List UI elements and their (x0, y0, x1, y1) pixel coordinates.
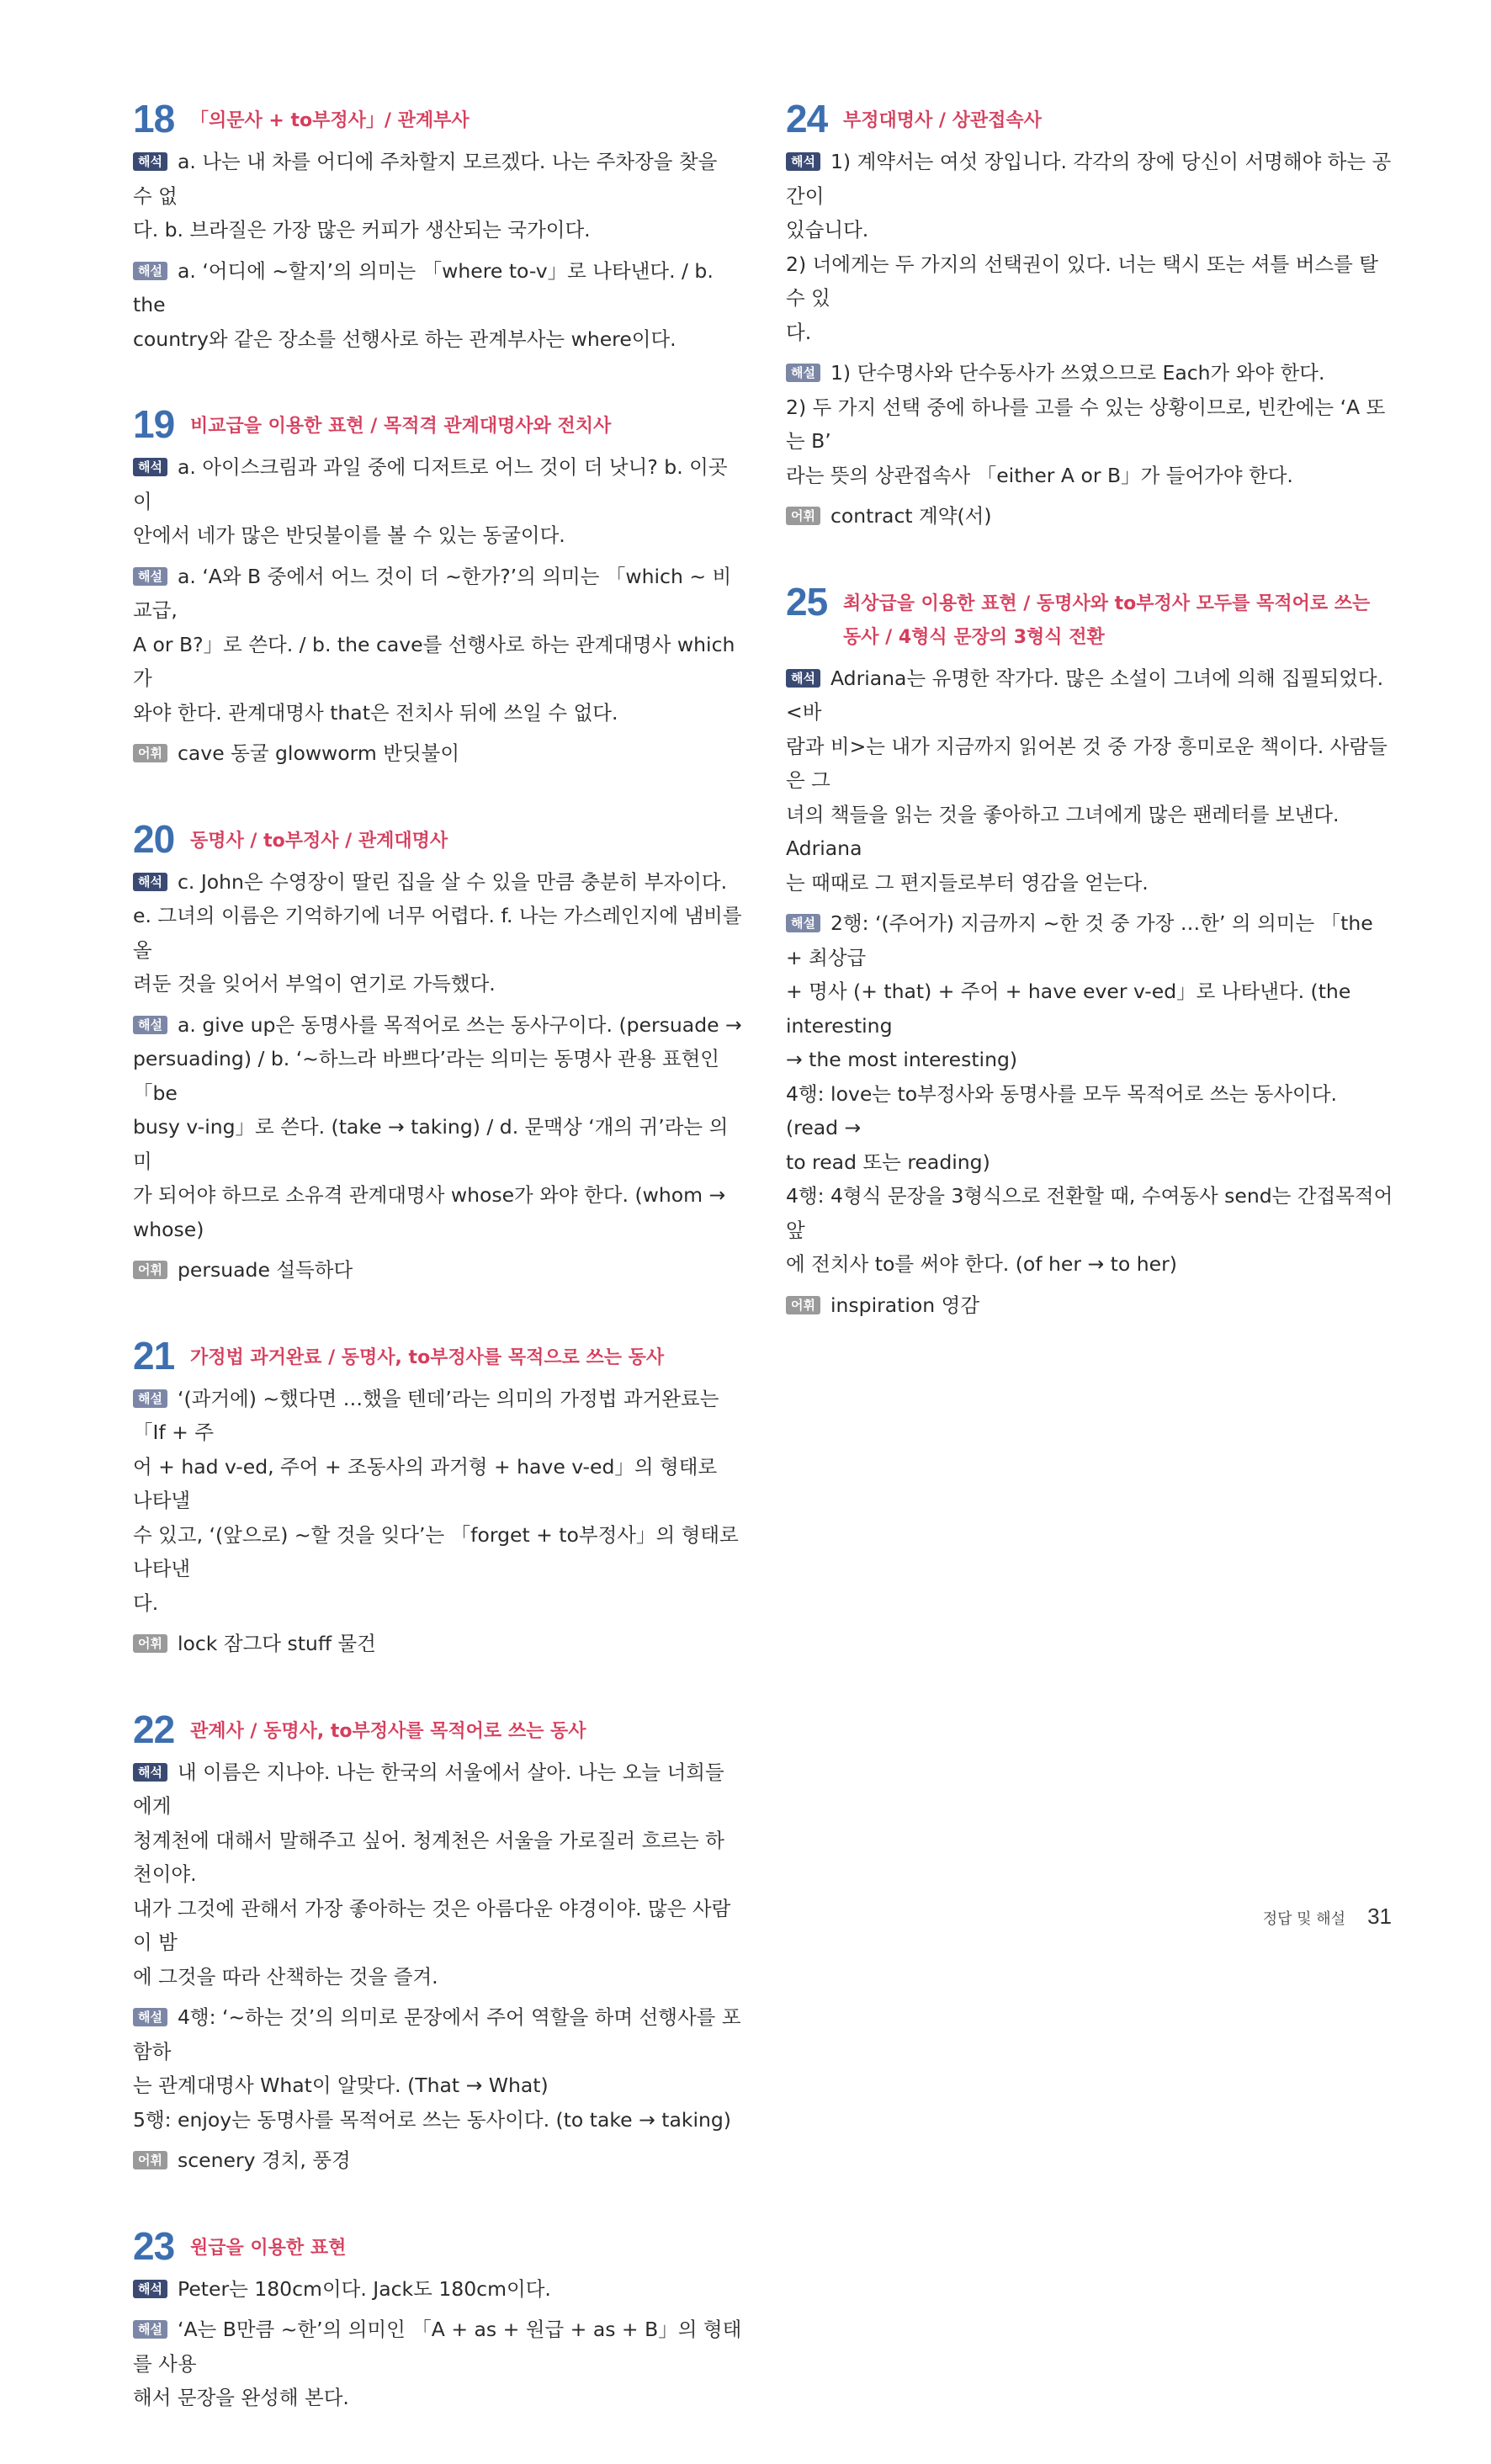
text-line: A or B?」로 쓴다. / b. the cave를 선행사로 하는 관계대명사 which가 (133, 632, 735, 690)
answer-badge: 해석 (133, 458, 167, 476)
explanation-block (786, 356, 1395, 492)
text-line (133, 1755, 742, 1824)
answer-block (133, 1755, 742, 1994)
text-line: country와 같은 장소를 선행사로 하는 관계부사는 where이다. (133, 327, 677, 351)
section-21 (133, 1333, 742, 1661)
vocab-badge: 어휘 (133, 744, 167, 762)
vocab-block (133, 1253, 742, 1288)
text-line (133, 1008, 742, 1043)
page-number: 31 (1367, 1904, 1392, 1929)
section-title: 동명사 / to부정사 / 관계대명사 (190, 830, 448, 852)
section-25 (786, 579, 1395, 1323)
text-line (786, 661, 1395, 730)
text-line: persuading) / b. ‘~하느라 바쁘다’라는 의미는 동명사 관용 표현인 「be (133, 1047, 720, 1105)
text-line (133, 1253, 742, 1288)
answer-block (133, 2272, 742, 2307)
text-line-content: scenery 경치, 풍경 (177, 2148, 351, 2172)
section-18 (133, 99, 742, 356)
section-title: 관계사 / 동명사, to부정사를 목적어로 쓰는 동사 (190, 1720, 586, 1742)
text-line: 가 되어야 하므로 소유격 관계대명사 whose가 와야 한다. (whom → (133, 1183, 726, 1207)
text-line: 와야 한다. 관계대명사 that은 전치사 뒤에 쓰일 수 없다. (133, 700, 618, 725)
section-number: 22 (133, 1707, 175, 1751)
text-line: 수 있고, ‘(앞으로) ~할 것을 잊다’는 「forget + to부정사」의 형태로 나타낸 (133, 1522, 739, 1580)
text-line: 는 때때로 그 편지들로부터 영감을 얻는다. (786, 870, 1149, 895)
text-line: 다. b. 브라질은 가장 많은 커피가 생산되는 국가이다. (133, 218, 591, 242)
text-line (133, 736, 742, 771)
text-line: 람과 비>는 내가 지금까지 읽어본 것 중 가장 흥미로운 책이다. 사람들은 그 (786, 734, 1388, 792)
explanation-block (133, 2000, 742, 2137)
section-title: 원급을 이용한 표현 (190, 2237, 347, 2259)
page-footer (1263, 1904, 1392, 1930)
text-line-content: contract 계약(서) (830, 504, 992, 528)
answer-block (133, 865, 742, 1001)
section-19 (133, 402, 742, 771)
vocab-block (133, 2143, 742, 2178)
section-title: 비교급을 이용한 표현 / 목적격 관계대명사와 전치사 (190, 416, 612, 437)
footer-label: 정답 및 해설 (1262, 1910, 1346, 1928)
text-line-content: 1) 계약서는 여섯 장입니다. 각각의 장에 당신이 서명해야 하는 공간이 (786, 150, 1392, 208)
section-number: 18 (133, 97, 175, 141)
text-line-content: inspiration 영감 (830, 1293, 980, 1317)
vocab-badge: 어휘 (133, 1634, 167, 1653)
text-line: to read 또는 reading) (786, 1150, 990, 1174)
text-line (133, 865, 742, 900)
text-line: 5행: enjoy는 동명사를 목적어로 쓰는 동사이다. (to take → taking) (133, 2107, 731, 2132)
text-line: 2) 너에게는 두 가지의 선택권이 있다. 너는 택시 또는 셔틀 버스를 탈 수 있 (786, 252, 1378, 310)
text-line-content: a. ‘A와 B 중에서 어느 것이 더 ~한가?’의 의미는 「which ~ 비교급, (133, 564, 732, 622)
text-line-content: lock 잠그다 stuff 물건 (177, 1632, 376, 1655)
answer-block (133, 145, 742, 247)
text-line: → the most interesting) (786, 1048, 1018, 1071)
text-line: 2) 두 가지 선택 중에 하나를 고를 수 있는 상황이므로, 빈칸에는 ‘A 또는 B’ (786, 395, 1386, 453)
text-line (786, 499, 1395, 534)
vocab-block (786, 1288, 1395, 1323)
right-column (786, 99, 1395, 1371)
text-line (133, 2143, 742, 2178)
answer-badge: 해석 (133, 2280, 167, 2298)
vocab-badge: 어휘 (786, 1296, 820, 1314)
text-line-content: a. 아이스크림과 과일 중에 디저트로 어느 것이 더 낫니? b. 이곳이 (133, 455, 728, 513)
text-line (786, 356, 1395, 390)
section-title-line2: 동사 / 4형식 문장의 3형식 전환 (843, 626, 1105, 648)
section-header (133, 97, 742, 141)
answer-badge: 해석 (786, 152, 820, 171)
answer-block (786, 661, 1395, 900)
answer-block (786, 145, 1395, 349)
section-number: 23 (133, 2223, 175, 2268)
section-number: 19 (133, 402, 175, 446)
explanation-block (133, 2313, 742, 2415)
text-line: 안에서 네가 많은 반딧불이를 볼 수 있는 동굴이다. (133, 523, 565, 547)
answer-block (133, 450, 742, 553)
text-line (786, 1288, 1395, 1323)
text-line: 다. (133, 1590, 159, 1615)
section-number: 20 (133, 816, 175, 861)
answer-badge: 해석 (786, 669, 820, 688)
text-line-content: 내 이름은 지나야. 나는 한국의 서울에서 살아. 나는 오늘 너희들에게 (133, 1760, 724, 1818)
explanation-badge: 해설 (133, 2320, 167, 2339)
text-line: 라는 뜻의 상관접속사 「either A or B」가 들어가야 한다. (786, 463, 1293, 487)
section-23 (133, 2223, 742, 2415)
vocab-badge: 어휘 (133, 2151, 167, 2169)
text-line: 4행: 4형식 문장을 3형식으로 전환할 때, 수여동사 send는 간접목적어 앞 (786, 1184, 1393, 1242)
section-22 (133, 1707, 742, 2178)
explanation-badge: 해설 (133, 262, 167, 280)
text-line (133, 145, 742, 213)
section-header (786, 579, 1395, 655)
text-line: 는 관계대명사 What이 알맞다. (That → What) (133, 2074, 549, 2097)
explanation-badge: 해설 (133, 2008, 167, 2026)
answer-badge: 해석 (133, 873, 167, 891)
text-line-content: persuade 설득하다 (177, 1258, 353, 1282)
text-line-content: a. ‘어디에 ~할지’의 의미는 「where to-v」로 나타낸다. / b. the (133, 258, 714, 316)
section-header (133, 1707, 742, 1751)
text-line-content: Adriana는 유명한 작가다. 많은 소설이 그녀에 의해 집필되었다. <바 (786, 666, 1384, 724)
text-line (133, 2313, 742, 2381)
explanation-badge: 해설 (133, 1016, 167, 1034)
vocab-block (133, 1627, 742, 1661)
text-line-content: Peter는 180cm이다. Jack도 180cm이다. (177, 2276, 551, 2301)
text-line-content: a. 나는 내 차를 어디에 주차할지 모르겠다. 나는 주차장을 찾을 수 없 (133, 150, 718, 208)
text-line: 있습니다. (786, 218, 869, 242)
text-line: + 명사 (+ that) + 주어 + have ever v-ed」로 나타낸다. (the interesting (786, 980, 1351, 1038)
section-header (133, 402, 742, 446)
section-number: 21 (133, 1333, 175, 1378)
vocab-badge: 어휘 (133, 1261, 167, 1279)
section-title-block (843, 582, 1370, 655)
section-header (786, 97, 1395, 141)
explanation-badge: 해설 (786, 914, 820, 932)
answer-badge: 해석 (133, 152, 167, 171)
explanation-block (133, 1382, 742, 1621)
text-line-content: 2행: ‘(주어가) 지금까지 ~한 것 중 가장 …한’ 의 의미는 「the + 최상급 (786, 911, 1373, 969)
text-line: busy v-ing」로 쓴다. (take → taking) / d. 문맥상 ‘개의 귀’라는 의미 (133, 1115, 729, 1173)
explanation-block (133, 1008, 742, 1247)
text-line-content: a. give up은 동명사를 목적어로 쓰는 동사구이다. (persuade → (177, 1012, 742, 1037)
explanation-block (133, 560, 742, 730)
explanation-badge: 해설 (133, 567, 167, 586)
text-line-content: cave 동굴 glowworm 반딧불이 (177, 741, 460, 765)
text-line-content: 1) 단수명사와 단수동사가 쓰였으므로 Each가 와야 한다. (830, 361, 1325, 385)
text-line: 려둔 것을 잊어서 부엌이 연기로 가득했다. (133, 972, 496, 996)
text-line (133, 450, 742, 518)
section-20 (133, 816, 742, 1288)
section-header (133, 2223, 742, 2268)
section-number: 25 (786, 579, 828, 624)
vocab-block (786, 499, 1395, 534)
vocab-block (133, 736, 742, 771)
text-line-content: ‘A는 B만큼 ~한’의 의미인 「A + as + 원급 + as + B」의 형태를 사용 (133, 2318, 742, 2376)
text-line (133, 560, 742, 628)
section-title: 최상급을 이용한 표현 / 동명사와 to부정사 모두를 목적어로 쓰는 (843, 592, 1371, 614)
text-line: 다. (786, 320, 812, 344)
explanation-block (133, 254, 742, 357)
text-line-content: 4행: ‘~하는 것’의 의미로 문장에서 주어 역할을 하며 선행사를 포함하 (133, 2005, 741, 2063)
text-line (786, 906, 1395, 974)
section-title: 「의문사 + to부정사」/ 관계부사 (190, 110, 470, 131)
text-line: 해서 문장을 완성해 본다. (133, 2386, 349, 2409)
text-line: 에 전치사 to를 써야 한다. (of her → to her) (786, 1252, 1177, 1276)
text-line: e. 그녀의 이름은 기억하기에 너무 어렵다. f. 나는 가스레인지에 냄비를 올 (133, 904, 742, 962)
text-line: whose) (133, 1217, 204, 1241)
text-line-content: c. John은 수영장이 딸린 집을 살 수 있을 만큼 충분히 부자이다. (177, 869, 728, 894)
section-title: 부정대명사 / 상관접속사 (843, 110, 1042, 131)
section-title: 가정법 과거완료 / 동명사, to부정사를 목적으로 쓰는 동사 (190, 1346, 665, 1368)
text-line (133, 2000, 742, 2068)
text-line: 내가 그것에 관해서 가장 좋아하는 것은 아름다운 야경이야. 많은 사람이 밤 (133, 1896, 731, 1954)
text-line (133, 2272, 742, 2307)
section-header (133, 1333, 742, 1378)
section-24 (786, 99, 1395, 534)
text-line (133, 1382, 742, 1450)
text-line (133, 254, 742, 322)
text-line: 어 + had v-ed, 주어 + 조동사의 과거형 + have v-ed」의 형태로 나타낼 (133, 1454, 718, 1512)
section-number: 24 (786, 97, 828, 141)
left-column (133, 99, 742, 2464)
vocab-badge: 어휘 (786, 507, 820, 525)
explanation-block (786, 906, 1395, 1282)
section-header (133, 816, 742, 861)
text-line: 4행: love는 to부정사와 동명사를 모두 목적어로 쓰는 동사이다. (read → (786, 1081, 1337, 1139)
answer-badge: 해석 (133, 1763, 167, 1782)
text-line-content: ‘(과거에) ~했다면 …했을 텐데’라는 의미의 가정법 과거완료는 「If + 주 (133, 1386, 719, 1444)
text-line: 에 그것을 따라 산책하는 것을 즐겨. (133, 1964, 438, 1989)
text-line (133, 1627, 742, 1661)
explanation-badge: 해설 (786, 364, 820, 382)
text-line (786, 145, 1395, 213)
text-line: 녀의 책들을 읽는 것을 좋아하고 그녀에게 많은 팬레터를 보낸다. Adriana (786, 802, 1340, 860)
text-line: 청계천에 대해서 말해주고 싶어. 청계천은 서울을 가로질러 흐르는 하천이야. (133, 1828, 724, 1886)
explanation-badge: 해설 (133, 1389, 167, 1408)
